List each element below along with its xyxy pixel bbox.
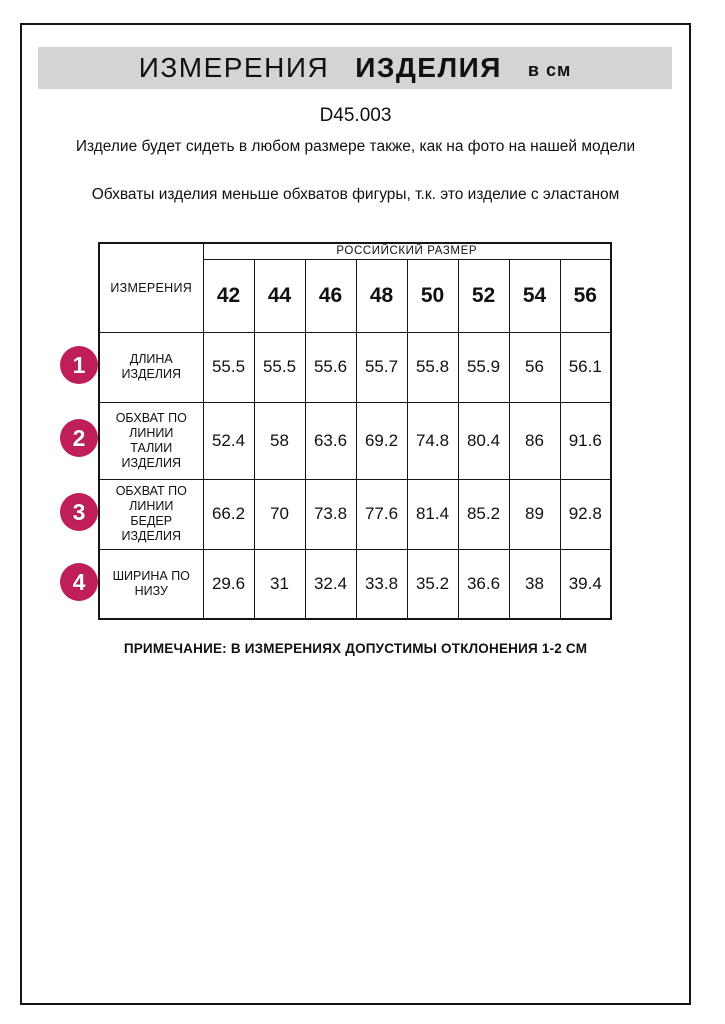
cell-value: 55.5	[254, 332, 305, 402]
cell-value: 29.6	[203, 549, 254, 619]
cell-value: 33.8	[356, 549, 407, 619]
intro-paragraph-elastane: Обхваты изделия меньше обхватов фигуры, т.к. это изделие с эластаном	[91, 186, 620, 203]
row-number-badge-2: 2	[60, 419, 98, 457]
cell-value: 74.8	[407, 402, 458, 479]
row-label: ШИРИНА ПО НИЗУ	[99, 549, 203, 619]
cell-value: 80.4	[458, 402, 509, 479]
size-chart-table	[98, 242, 612, 620]
cell-value: 70	[254, 479, 305, 549]
intro-paragraph-fit: Изделие будет сидеть в любом размере также, как на фото на нашей модели	[75, 138, 636, 155]
size-header: 46	[305, 259, 356, 332]
row-label: ОБХВАТ ПО ЛИНИИ ТАЛИИ ИЗДЕЛИЯ	[99, 402, 203, 479]
table-row-hips	[99, 479, 611, 549]
cell-value: 55.5	[203, 332, 254, 402]
measurements-column-header: ИЗМЕРЕНИЯ	[99, 243, 203, 332]
title-units: в см	[527, 59, 572, 80]
cell-value: 32.4	[305, 549, 356, 619]
title-product: ИЗДЕЛИЯ	[355, 52, 502, 83]
title-measurements: ИЗМЕРЕНИЯ	[138, 52, 330, 83]
table-row-group-header	[99, 243, 611, 259]
cell-value: 91.6	[560, 402, 611, 479]
russian-size-header: РОССИЙСКИЙ РАЗМЕР	[203, 243, 611, 259]
size-header: 42	[203, 259, 254, 332]
row-number-badge-3: 3	[60, 493, 98, 531]
row-label: ДЛИНА ИЗДЕЛИЯ	[99, 332, 203, 402]
cell-value: 35.2	[407, 549, 458, 619]
cell-value: 55.6	[305, 332, 356, 402]
cell-value: 85.2	[458, 479, 509, 549]
cell-value: 55.9	[458, 332, 509, 402]
size-header: 54	[509, 259, 560, 332]
cell-value: 86	[509, 402, 560, 479]
cell-value: 39.4	[560, 549, 611, 619]
title-band	[38, 47, 672, 89]
cell-value: 52.4	[203, 402, 254, 479]
cell-value: 55.8	[407, 332, 458, 402]
cell-value: 56	[509, 332, 560, 402]
cell-value: 55.7	[356, 332, 407, 402]
cell-value: 58	[254, 402, 305, 479]
row-number-badge-1: 1	[60, 346, 98, 384]
cell-value: 77.6	[356, 479, 407, 549]
tolerance-note: ПРИМЕЧАНИЕ: В ИЗМЕРЕНИЯХ ДОПУСТИМЫ ОТКЛОНЕНИЯ 1-2 СМ	[123, 641, 588, 656]
row-number-badge-4: 4	[60, 563, 98, 601]
row-label: ОБХВАТ ПО ЛИНИИ БЕДЕР ИЗДЕЛИЯ	[99, 479, 203, 549]
cell-value: 81.4	[407, 479, 458, 549]
cell-value: 38	[509, 549, 560, 619]
cell-value: 92.8	[560, 479, 611, 549]
size-header: 44	[254, 259, 305, 332]
table-row-bottom-width	[99, 549, 611, 619]
size-header: 48	[356, 259, 407, 332]
cell-value: 89	[509, 479, 560, 549]
cell-value: 31	[254, 549, 305, 619]
cell-value: 73.8	[305, 479, 356, 549]
table-row-length	[99, 332, 611, 402]
product-code: D45.003	[319, 105, 392, 126]
size-header: 50	[407, 259, 458, 332]
cell-value: 66.2	[203, 479, 254, 549]
cell-value: 69.2	[356, 402, 407, 479]
size-header: 56	[560, 259, 611, 332]
table-row-waist	[99, 402, 611, 479]
cell-value: 36.6	[458, 549, 509, 619]
size-header: 52	[458, 259, 509, 332]
cell-value: 56.1	[560, 332, 611, 402]
cell-value: 63.6	[305, 402, 356, 479]
page-frame	[20, 23, 691, 1005]
